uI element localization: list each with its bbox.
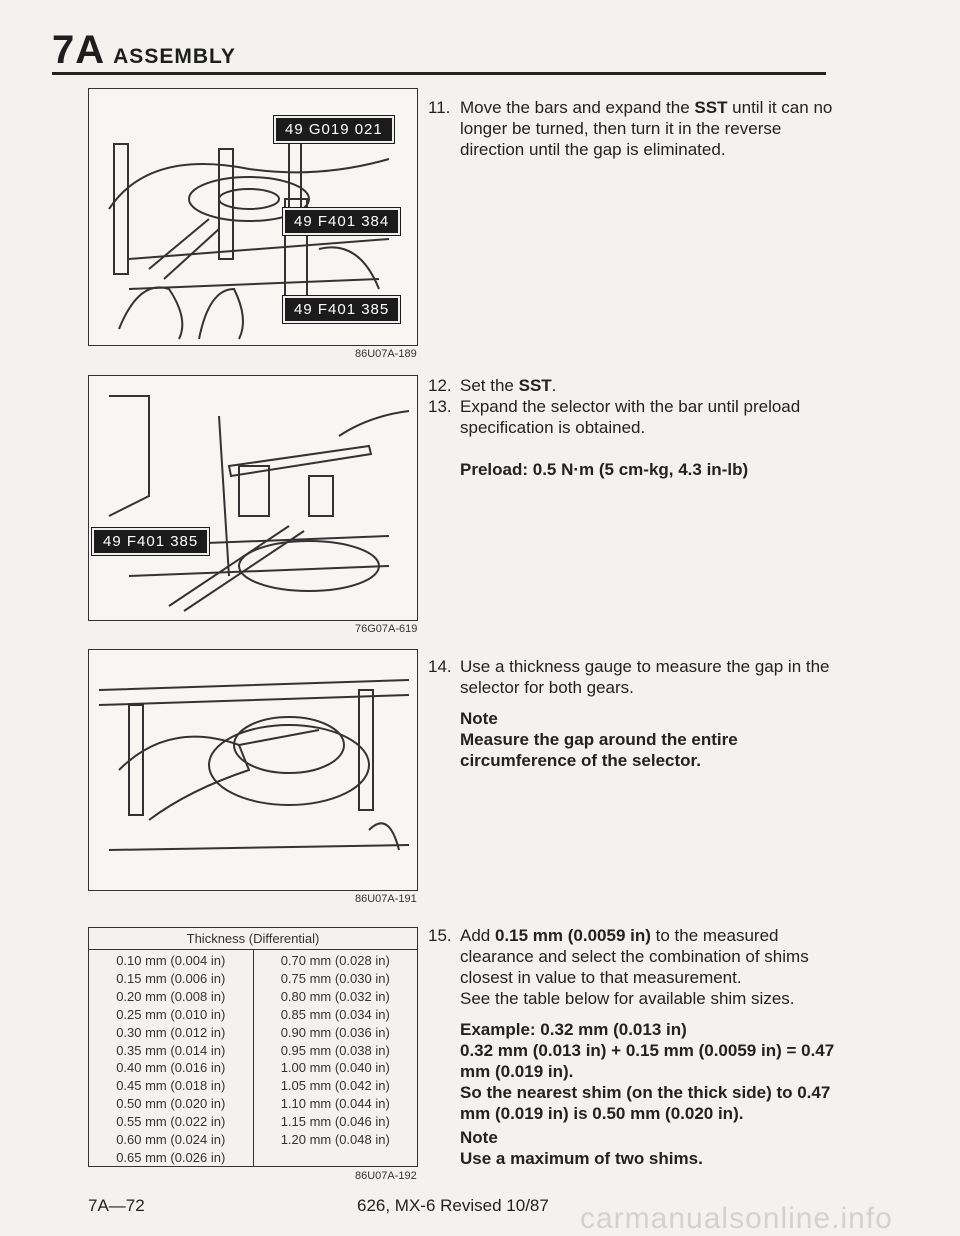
- tool-label-1: 49 G019 021: [274, 116, 394, 143]
- note-text: Use a maximum of two shims.: [460, 1149, 703, 1168]
- table-row: 0.40 mm (0.016 in) 1.00 mm (0.040 in): [89, 1059, 418, 1077]
- header-rule: [52, 72, 826, 75]
- shim-thickness-table: [88, 927, 418, 1167]
- table-row: 0.55 mm (0.022 in) 1.15 mm (0.046 in): [89, 1112, 418, 1130]
- table-row: 0.15 mm (0.006 in) 0.75 mm (0.030 in): [89, 970, 418, 988]
- table-row: 0.35 mm (0.014 in) 0.95 mm (0.038 in): [89, 1041, 418, 1059]
- preload-spec: Preload: 0.5 N·m (5 cm-kg, 4.3 in-lb): [460, 460, 749, 479]
- watermark: carmanualsonline.info: [580, 1202, 893, 1235]
- table-header: Thickness (Differential): [89, 928, 418, 950]
- table-row: 0.50 mm (0.020 in) 1.10 mm (0.044 in): [89, 1095, 418, 1113]
- table-row: 0.25 mm (0.010 in) 0.85 mm (0.034 in): [89, 1006, 418, 1024]
- example-block: Example: 0.32 mm (0.013 in) 0.32 mm (0.013 in) + 0.15 mm (0.0059 in) = 0.47 mm (0.019 in). So the nearest shim (on the thick side) to 0.47 mm (0.019 in) is 0.50 mm (0.020 in).: [460, 1020, 835, 1123]
- table-row: 0.65 mm (0.026 in): [89, 1148, 418, 1166]
- figure-preload-set: [88, 375, 418, 621]
- note-text: Measure the gap around the entire circumference of the selector.: [460, 730, 738, 770]
- figure-caption: 86U07A-192: [355, 1170, 417, 1182]
- step-15: 15. Add 0.15 mm (0.0059 in) to the measured clearance and select the combination of shims closest in value to that measurement. See the table below for available shim sizes.: [428, 926, 809, 1008]
- page-number: 7A—72: [88, 1196, 145, 1215]
- model-revision: 626, MX-6 Revised 10/87: [357, 1196, 549, 1215]
- table-row: 0.60 mm (0.024 in) 1.20 mm (0.048 in): [89, 1130, 418, 1148]
- tool-label-4: 49 F401 385: [92, 528, 209, 555]
- figure-caption: 76G07A-619: [355, 623, 418, 635]
- step-13: 13. Expand the selector with the bar until preload specification is obtained.: [428, 397, 801, 437]
- note-label: Note: [460, 1128, 498, 1147]
- table-row: 0.45 mm (0.018 in) 1.05 mm (0.042 in): [89, 1077, 418, 1095]
- step-14: 14. Use a thickness gauge to measure the gap in the selector for both gears.: [428, 657, 830, 697]
- figure-sst-install: [88, 88, 418, 346]
- note-label: Note: [460, 709, 498, 728]
- table-row: 0.10 mm (0.004 in) 0.70 mm (0.028 in): [89, 950, 418, 970]
- table-row: 0.30 mm (0.012 in) 0.90 mm (0.036 in): [89, 1023, 418, 1041]
- note-15: [428, 1127, 838, 1169]
- figure-gauge-drawing: [89, 650, 417, 890]
- section-number: 7A: [52, 28, 106, 72]
- figure-caption: 86U07A-189: [355, 348, 417, 360]
- note-14: [428, 708, 838, 771]
- tool-label-2: 49 F401 384: [283, 208, 400, 235]
- tool-label-3: 49 F401 385: [283, 296, 400, 323]
- step-11: 11. Move the bars and expand the SST until it can no longer be turned, then turn it in the reverse direction until the gap is eliminated.: [428, 98, 833, 159]
- figure-gauge-measure: [88, 649, 418, 891]
- page-header: [52, 28, 236, 73]
- step-12: 12. Set the SST.: [428, 376, 557, 395]
- figure-caption: 86U07A-191: [355, 893, 417, 905]
- figure-preload-drawing: [89, 376, 417, 620]
- section-title: ASSEMBLY: [113, 45, 236, 68]
- table-row: 0.20 mm (0.008 in) 0.80 mm (0.032 in): [89, 988, 418, 1006]
